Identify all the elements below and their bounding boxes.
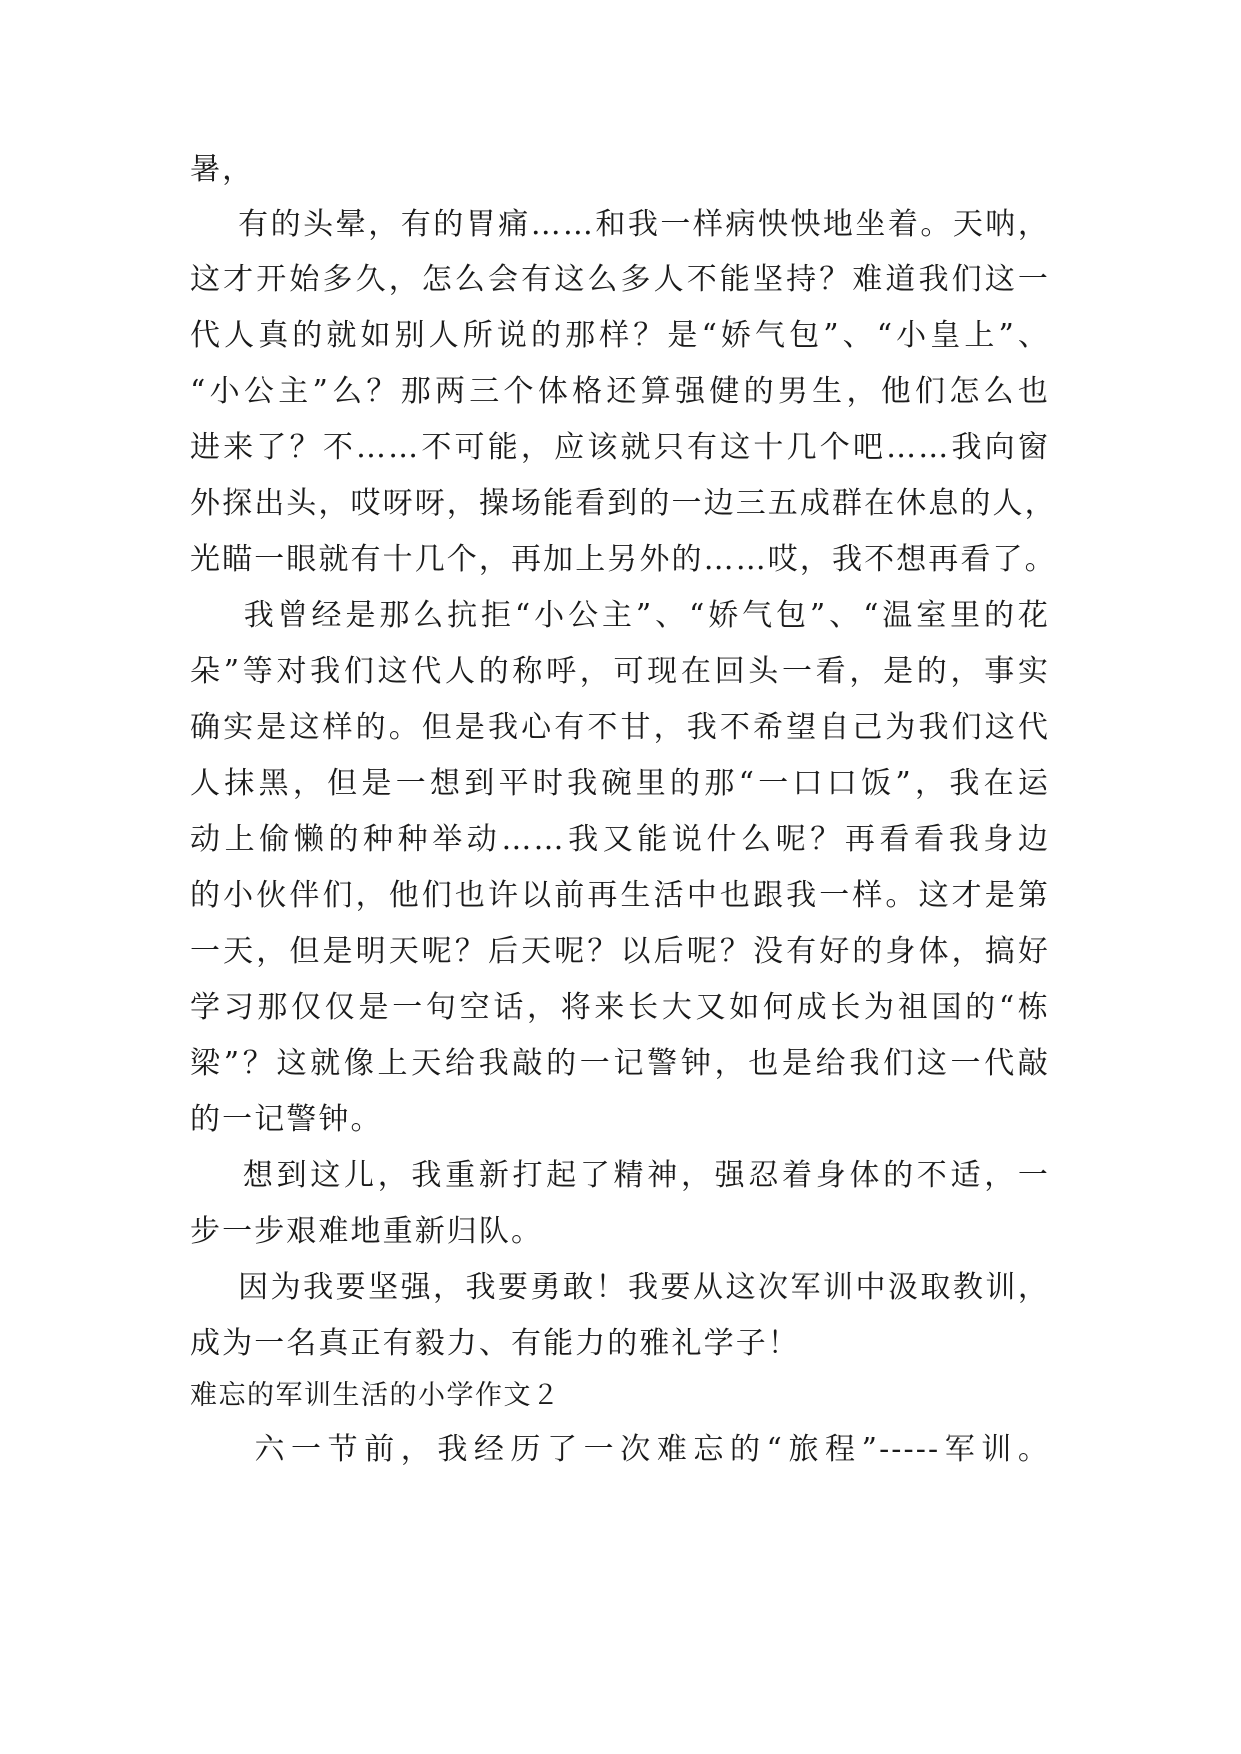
text-line: 动上偷懒的种种举动……我又能说什么呢？再看看我身边 (190, 822, 1050, 857)
text-line: 这才开始多久，怎么会有这么多人不能坚持？难道我们这一 (190, 262, 1050, 297)
text-line: 人抹黑，但是一想到平时我碗里的那“一口口饭”，我在运 (190, 766, 1050, 801)
text-line: “小公主”么？那两三个体格还算强健的男生，他们怎么也 (190, 374, 1050, 409)
text-line: 一天，但是明天呢？后天呢？以后呢？没有好的身体，搞好 (190, 934, 1050, 969)
section-heading: 难忘的军训生活的小学作文２ (190, 1380, 561, 1411)
text-line: 想到这儿，我重新打起了精神，强忍着身体的不适，一 (190, 1158, 1050, 1193)
text-line: 进来了？不……不可能，应该就只有这十几个吧……我向窗 (190, 430, 1050, 465)
text-line: 有的头晕，有的胃痛……和我一样病怏怏地坐着。天呐， (190, 207, 1050, 242)
text-line: 因为我要坚强，我要勇敢！我要从这次军训中汲取教训， (190, 1270, 1050, 1305)
text-line: 的小伙伴们，他们也许以前再生活中也跟我一样。这才是第 (190, 878, 1050, 913)
text-line: 步一步艰难地重新归队。 (190, 1214, 544, 1249)
text-line: 外探出头，哎呀呀，操场能看到的一边三五成群在休息的人， (190, 486, 1057, 521)
text-line: 我曾经是那么抗拒“小公主”、“娇气包”、“温室里的花 (190, 598, 1050, 633)
text-line: 代人真的就如别人所说的那样？是“娇气包”、“小皇上”、 (190, 318, 1050, 353)
text-line: 确实是这样的。但是我心有不甘，我不希望自己为我们这代 (190, 710, 1050, 745)
text-line: 梁”？这就像上天给我敲的一记警钟，也是给我们这一代敲 (190, 1046, 1050, 1081)
text-line: 的一记警钟。 (190, 1102, 383, 1137)
text-line: 暑， (190, 152, 255, 187)
text-line: 六一节前，我经历了一次难忘的“旅程”-----军训。 (190, 1432, 1050, 1467)
text-line: 学习那仅仅是一句空话，将来长大又如何成长为祖国的“栋 (190, 990, 1050, 1025)
text-line: 光瞄一眼就有十几个，再加上另外的……哎，我不想再看了。 (190, 542, 1057, 577)
text-line: 朵”等对我们这代人的称呼，可现在回头一看，是的，事实 (190, 654, 1050, 689)
text-line: 成为一名真正有毅力、有能力的雅礼学子！ (190, 1326, 800, 1361)
